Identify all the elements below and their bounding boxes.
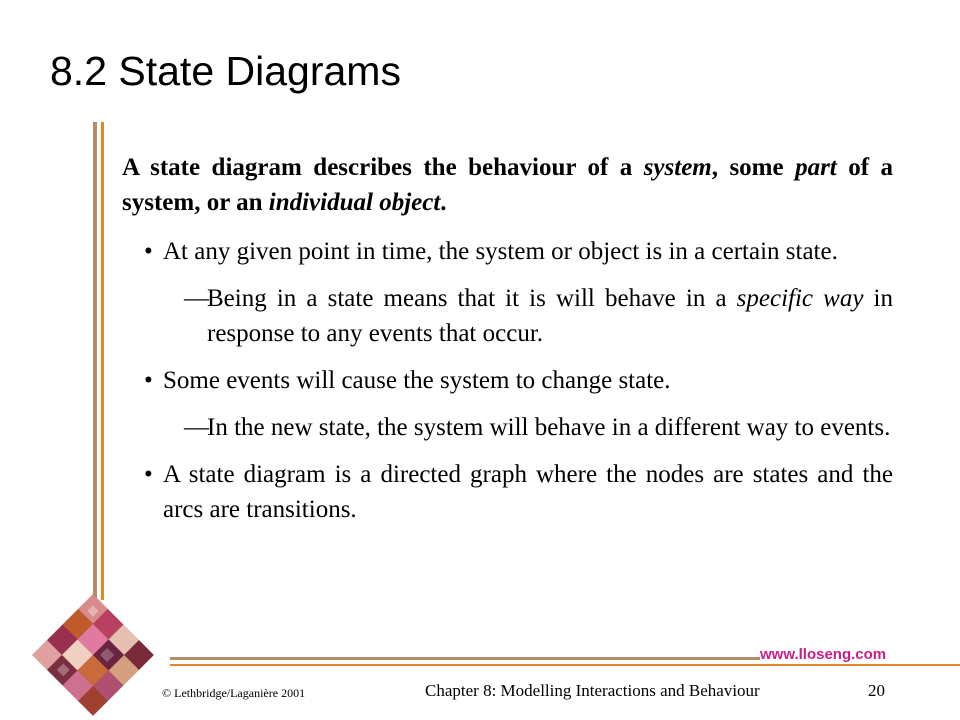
chapter-title: Chapter 8: Modelling Interactions and Behaviour xyxy=(425,681,760,700)
bullet-item xyxy=(122,363,893,398)
emphasized-text: system xyxy=(643,154,712,181)
sub-bullet-item xyxy=(122,281,893,351)
bullet-item xyxy=(122,457,893,527)
patchwork-logo-icon xyxy=(28,590,158,720)
text-segment: , some xyxy=(711,154,796,181)
text-segment: Being in a state means that it is will behave in a xyxy=(207,285,737,312)
lead-paragraph xyxy=(122,150,893,220)
page-number: 20 xyxy=(868,681,885,700)
decorative-horizontal-rule-tan xyxy=(170,657,760,660)
emphasized-text: specific way xyxy=(736,285,864,312)
text-segment: At any given point in time, the system or object is in a certain state. xyxy=(163,238,838,265)
text-segment: A state diagram is a directed graph where the nodes are states and the arcs are transitions. xyxy=(163,461,893,523)
emphasized-text: individual object xyxy=(268,189,441,216)
bullet-marker: • xyxy=(144,461,153,488)
text-segment: . xyxy=(440,189,447,216)
bullet-item xyxy=(122,234,893,269)
decorative-vertical-rule-orange xyxy=(101,122,104,600)
bullet-marker: • xyxy=(144,367,153,394)
slide-title: 8.2 State Diagrams xyxy=(50,48,401,94)
copyright-text: © Lethbridge/Laganière 2001 xyxy=(162,686,306,700)
bullet-marker: • xyxy=(144,238,153,265)
slide-body xyxy=(122,150,893,539)
dash-marker: — xyxy=(184,285,209,312)
website-link[interactable]: www.lloseng.com xyxy=(760,646,887,663)
text-segment: in response to any events that occur. xyxy=(207,285,893,347)
text-segment: In the new state, the system will behave in a different way to events. xyxy=(207,414,891,441)
decorative-vertical-rule-tan xyxy=(93,122,97,600)
sub-bullet-item xyxy=(122,410,893,445)
text-segment: Some events will cause the system to change state. xyxy=(163,367,671,394)
bullet-list xyxy=(122,234,893,527)
text-segment: A state diagram describes the behaviour of a xyxy=(122,154,644,181)
emphasized-text: part xyxy=(795,154,837,181)
text-segment: of a system, or an xyxy=(122,154,893,216)
decorative-horizontal-rule-orange xyxy=(170,664,960,666)
dash-marker: — xyxy=(184,414,209,441)
